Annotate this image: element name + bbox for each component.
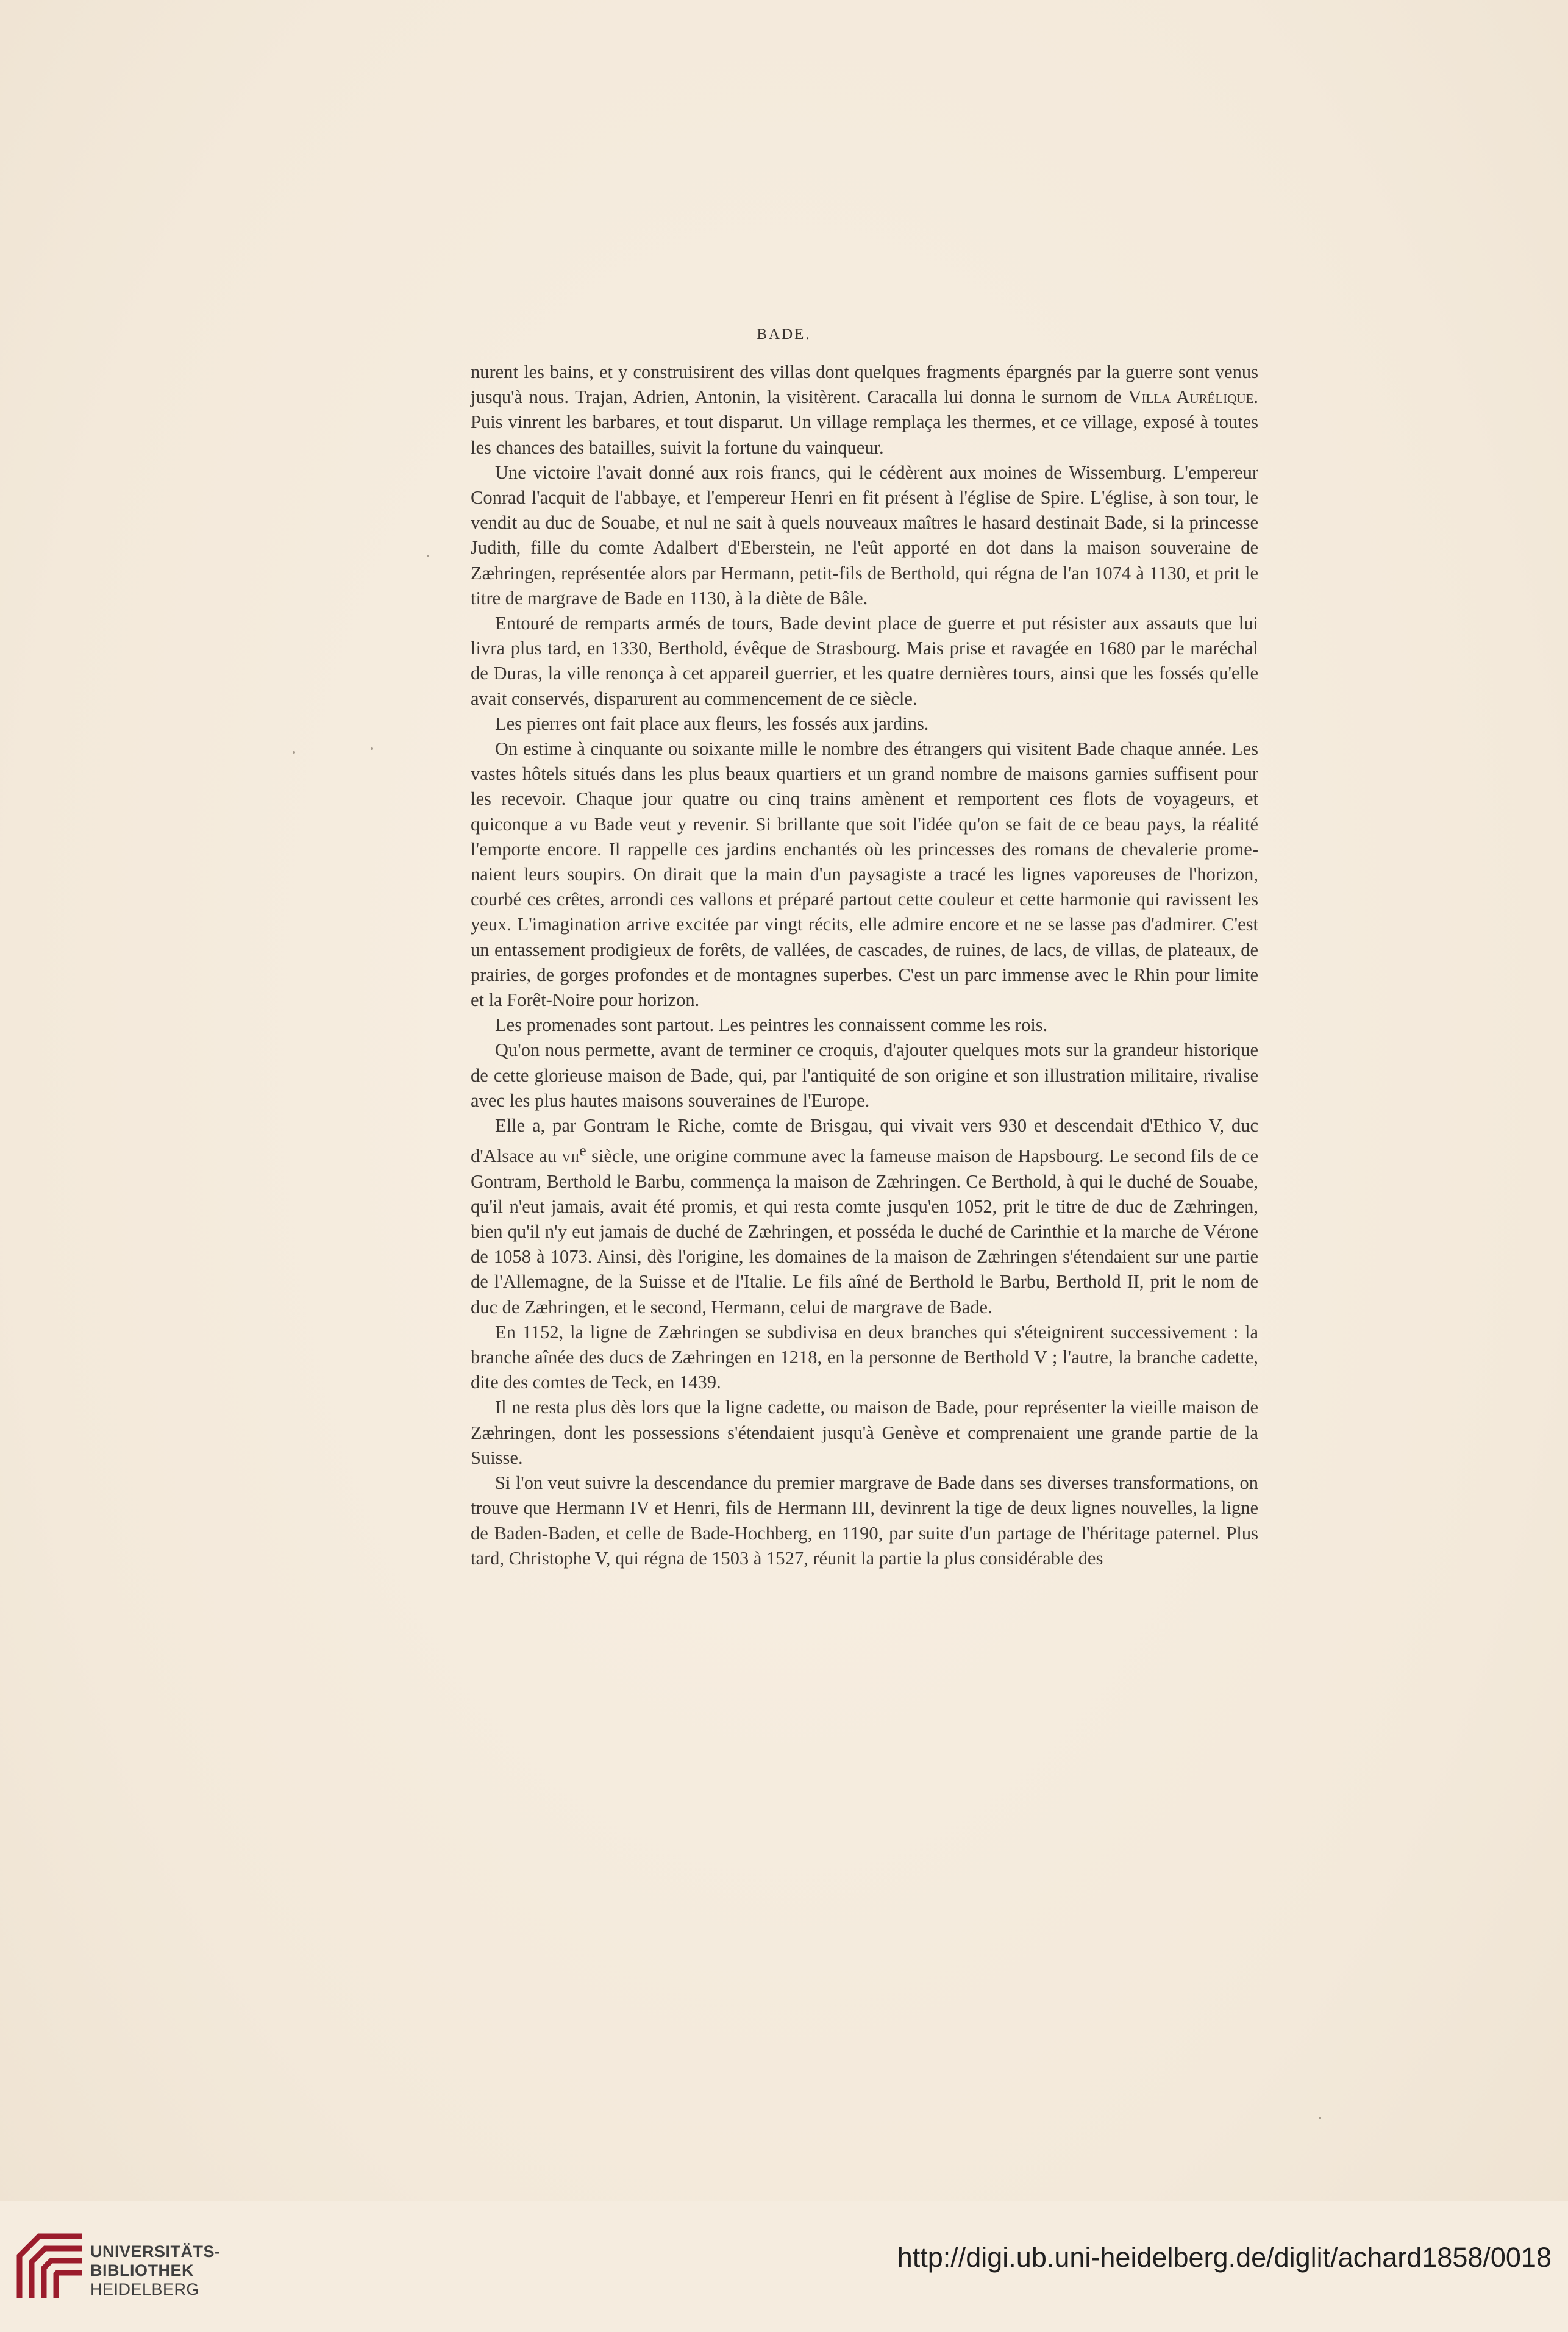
paragraph-9: En 1152, la ligne de Zæhringen se subdivisa en deux branches qui s'éteignirent successivement : la branche aînée des ducs de Zæhringen en 1218, en la personne de Berthold V ; l'autre, la branche cadette, dite des comtes de Teck, en 1439. (471, 1321, 1258, 1393)
villa-aurelique-smallcaps: Villa Aurélique (1128, 387, 1254, 408)
running-head: BADE. (757, 326, 811, 343)
century-superscript: e (579, 1142, 586, 1160)
paragraph-11: Si l'on veut suivre la descendance du premier margrave de Bade dans ses diverses transformations, on trouve que Hermann IV et Henri, fils de Hermann III, devinrent la tige de deux lignes nouvelles, la ligne de Baden-Baden, et celle de Bade-Hochberg, en 1190, par suite d'un partage de l'héritage paternel. Plus tard, Christophe V, qui régna de 1503 à 1527, réunit la partie la plus considérable des (471, 1472, 1258, 1569)
library-name-line-2: BIBLIOTHEK (90, 2261, 194, 2280)
paper-speck (427, 555, 429, 557)
paragraph-8-tail: siècle, une origine commune avec la fameuse maison de Hapsbourg. Le second fils de ce Gontram, Berthold le Barbu, commença la maison de Zæhringen. Ce Berthold, à qui le duché de Souabe, qu'il n'eut jamais, avait été promis, et qui resta comte jusqu'en 1052, prit le titre de duc de Zæhringen, bien qu'il n'y eut jamais de duché de Zæhringen, et posséda le duché de Carinthie et la marche de Vérone de 1058 à 1073. Ainsi, dès l'origine, les domaines de la maison de Zæhringen s'étendaient sur une partie de l'Allemagne, de la Suisse et de l'Italie. Le fils aîné de Berthold le Barbu, Berthold II, prit le nom de duc de Zæhringen, et le second, Hermann, celui de margrave de Bade. (471, 1146, 1259, 1318)
paragraph-5: On estime à cinquante ou soixante mille le nombre des étrangers qui visitent Bade chaque année. Les vastes hôtels situés dans les plus beaux quartiers et un grand nombre de maisons garnies suffisent pour les recevoir. Chaque jour quatre ou cinq trains amènent et remportent ces flots de voyageurs, et quiconque a vu Bade veut y revenir. Si brillante que soit l'idée qu'on se fait de ce beau pays, la réalité l'emporte encore. Il rappelle ces jardins enchantés où les princesses des romans de chevalerie promenaient leurs soupirs. On dirait que la main d'un paysagiste a tracé les lignes vaporeuses de l'horizon, courbé ces crêtes, arrondi ces vallons et préparé partout cette couleur et cette harmonie qui ravissent les yeux. L'imagination arrive excitée par vingt récits, elle admire encore et ne se lasse pas d'admirer. C'est un entassement prodigieux de forêts, de vallées, de cascades, de ruines, de lacs, de villas, de plateaux, de prairies, de gorges profondes et de montagnes superbes. C'est un parc immense avec le Rhin pour limite et la Forêt-Noire pour horizon. (471, 738, 1258, 1011)
paragraph-7: Qu'on nous permette, avant de terminer ce croquis, d'ajouter quelques mots sur la grandeur historique de cette glorieuse maison de Bade, qui, par l'antiquité de son origine et son illustration militaire, rivalise avec les plus hautes maisons souveraines de l'Europe. (471, 1039, 1258, 1111)
paragraph-4: Les pierres ont fait place aux fleurs, les fossés aux jardins. (495, 713, 929, 734)
paragraph-10: Il ne resta plus dès lors que la ligne cadette, ou maison de Bade, pour représenter la vieille maison de Zæhringen, dont les possessions s'étendaient jusqu'à Genève et comprenaient une grande partie de la Suisse. (471, 1397, 1258, 1468)
paragraph-8-text: Elle a, par Gontram le Riche, comte de Brisgau, qui vivait vers 930 et descendait d'Ethico V, duc d'Alsace au (471, 1115, 1258, 1167)
paper-speck (1319, 2117, 1321, 2119)
body-text (471, 360, 1258, 1571)
paragraph-3: Entouré de remparts armés de tours, Bade devint place de guerre et put résister aux assauts que lui livra plus tard, en 1330, Berthold, évêque de Strasbourg. Mais prise et ravagée en 1680 par le maréchal de Duras, la ville renonça à cet appareil guerrier, et les quatre dernières tours, ainsi que les fossés qu'elle avait conservés, disparurent au commencement de ce siècle. (471, 613, 1258, 709)
paper-speck (293, 751, 295, 754)
university-library-logo-icon (15, 2231, 87, 2303)
century-numeral: vii (561, 1146, 580, 1167)
paragraph-1-text: nurent les bains, et y construisirent des villas dont quelques fragments épargnés par la guerre sont venus jusqu'à nous. Trajan, Adrien, Antonin, la visitèrent. Caracalla lui donna le surnom de (471, 362, 1258, 408)
library-name (90, 2242, 221, 2299)
paragraph-1-tail: . Puis vinrent les barbares, et tout disparut. Un village remplaça les thermes, et ce village, exposé à toutes les chances des batailles, suivit la fortune du vainqueur. (471, 387, 1258, 458)
library-name-line-3: HEIDELBERG (90, 2280, 200, 2298)
source-url-link[interactable]: http://digi.ub.uni-heidelberg.de/diglit/achard1858/0018 (897, 2242, 1552, 2273)
paragraph-1 (471, 360, 1258, 460)
paragraph-6: Les promenades sont partout. Les peintres les connaissent comme les rois. (495, 1014, 1048, 1036)
paragraph-8 (471, 1113, 1258, 1320)
paper-speck (371, 747, 373, 750)
library-name-line-1: UNIVERSITÄTS- (90, 2242, 221, 2261)
paragraph-2: Une victoire l'avait donné aux rois francs, qui le cédèrent aux moines de Wissemburg. L'empereur Conrad l'acquit de l'abbaye, et l'empereur Henri en fit présent à l'église de Spire. L'église, à son tour, le vendit au duc de Souabe, et nul ne sait à quels nouveaux maîtres le hasard destinait Bade, si la princesse Judith, fille du comte Adalbert d'Eberstein, ne l'eût apporté en dot dans la maison souveraine de Zæhringen, représentée alors par Hermann, petit-fils de Berthold, qui régna de l'an 1074 à 1130, et prit le titre de margrave de Bade en 1130, à la diète de Bâle. (471, 462, 1258, 608)
